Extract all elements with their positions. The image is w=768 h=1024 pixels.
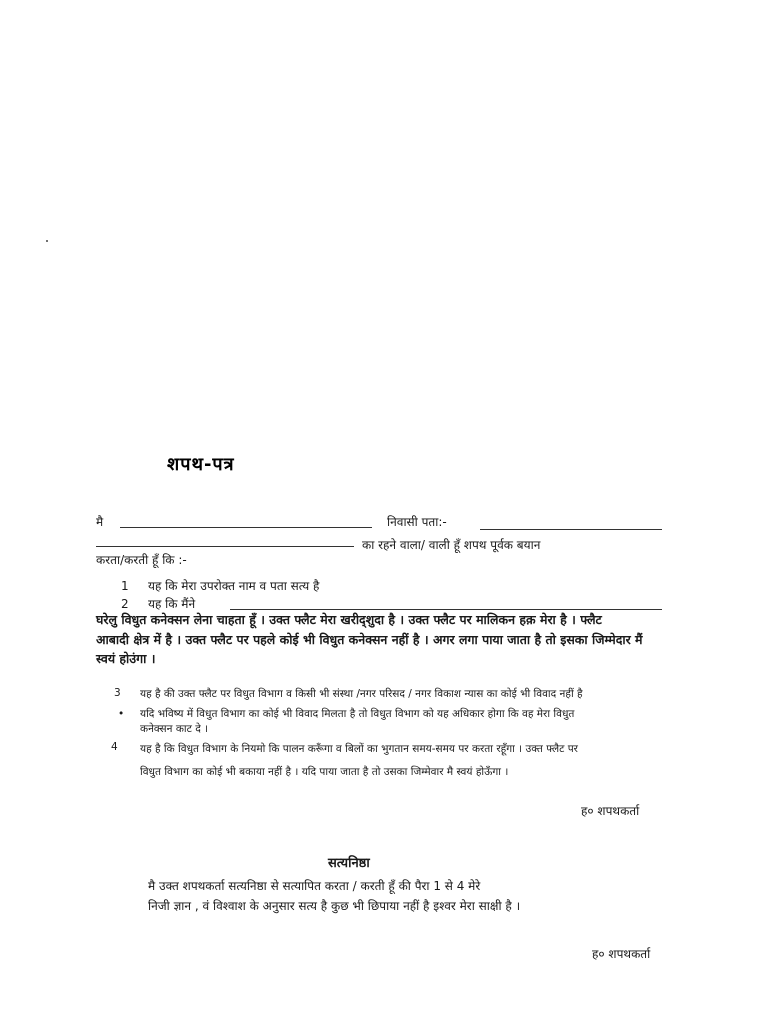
intro-line1-start: मै <box>96 515 104 529</box>
address-blank <box>480 529 662 530</box>
item2-number: 2 <box>121 597 129 611</box>
item1-text: यह कि मेरा उपरोक्त नाम व पता सत्य है <box>148 579 320 593</box>
item4-text: यह है कि विधुत विभाग के नियमो कि पालन करूँगा व बिलों का भुगतान समय-समय पर करता रहूँगा । उक्त फ्लैट पर <box>140 743 578 755</box>
item3-line2: यदि भविष्य में विधुत विभाग का कोई भी विवाद मिलता है तो विधुत विभाग को यह अधिकार होगा कि वह मेरा विधुत <box>140 708 575 720</box>
item2-line2: घरेलु विधुत कनेक्सन लेना चाहता हूँ । उक्त फ्लैट मेरा खरीद्शुदा है । उक्त फ्लैट पर मालिकन हक़ मेरा है । फ्लैट <box>96 612 602 627</box>
speck-mark <box>46 240 48 242</box>
item3-text: यह है की उक्त फ्लैट पर विधुत विभाग व किसी भी संस्था /नगर परिसद / नगर विकाश न्यास का कोई भी विवाद नहीं है <box>140 688 583 700</box>
item1-number: 1 <box>121 579 129 593</box>
verification-line1: मै उक्त शपथकर्ता सत्यनिष्ठा से सत्यापित करता / करती हूँ की पैरा 1 से 4 मेरे <box>148 879 481 893</box>
signature-verification: ह० शपथकर्ता <box>592 947 651 961</box>
intro-line2-text: का रहने वाला/ वाली हूँ शपथ पूर्वक बयान <box>362 538 541 552</box>
item2-line4: स्वयं होउंगा । <box>96 651 156 666</box>
intro-address-label: निवासी पता:- <box>387 515 447 529</box>
item4-number: 4 <box>111 741 118 753</box>
item3-bullet: • <box>118 708 125 720</box>
item4-line2: विधुत विभाग का कोई भी बकाया नहीं है । यदि पाया जाता है तो उसका जिम्मेवार मै स्वयं होऊँगा । <box>140 766 509 778</box>
item3-line3: कनेक्सन काट दे । <box>140 723 209 735</box>
item2-blank <box>230 609 662 610</box>
verification-heading: सत्यनिष्ठा <box>328 856 370 871</box>
name-blank <box>120 527 372 528</box>
verification-line2: निजी ज्ञान , वं विश्वाश के अनुसार सत्य है कुछ भी छिपाया नहीं है इश्वर मेरा साक्षी है । <box>148 899 521 913</box>
signature-deponent: ह० शपथकर्ता <box>581 804 640 818</box>
item2-line3: आबादी क्षेत्र में है । उक्त फ्लैट पर पहले कोई भी विधुत कनेक्सन नहीं है । अगर लगा पाया जाता है तो इसका जिम्मेदार मैं <box>96 632 643 647</box>
item3-number: 3 <box>114 687 121 699</box>
item2-text: यह कि मैंने <box>148 597 196 611</box>
document-title: शपथ-पत्र <box>167 454 235 475</box>
intro-line3-text: करता/करती हूँ कि :- <box>96 553 187 567</box>
address-blank-2 <box>96 546 354 547</box>
